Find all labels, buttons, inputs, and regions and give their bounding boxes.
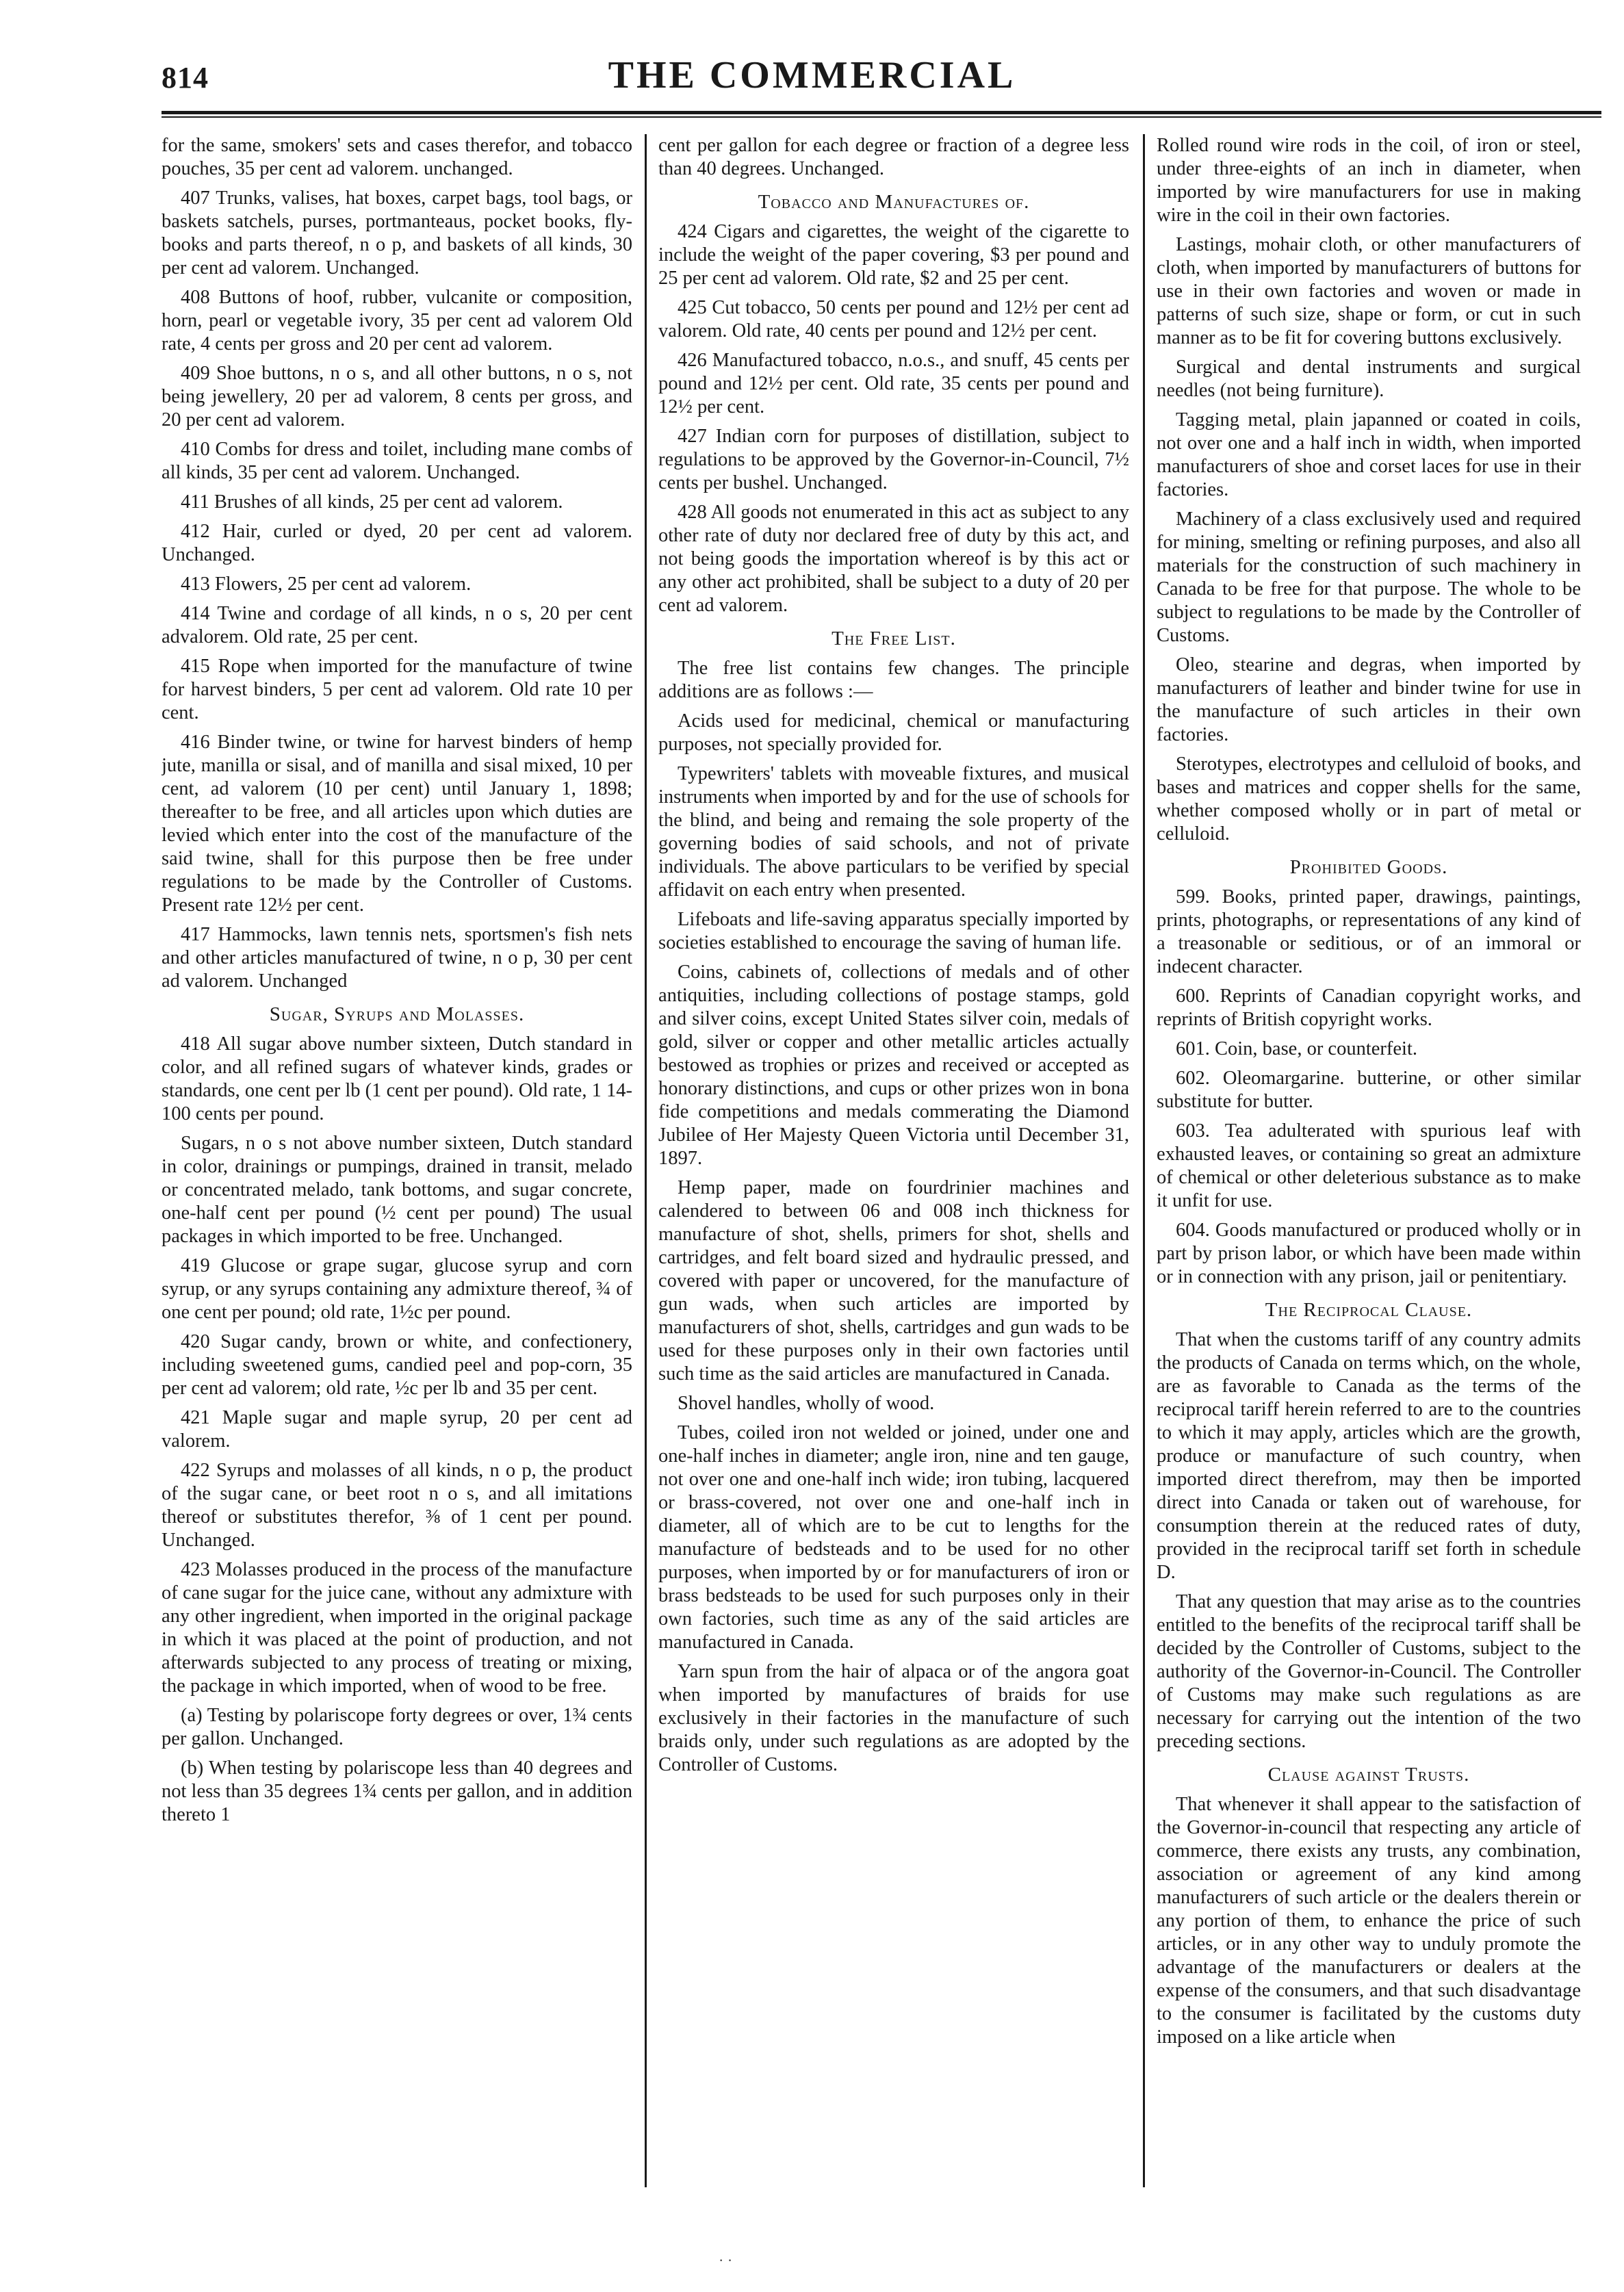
- article-paragraph: 417 Hammocks, lawn tennis nets, sportsmen's fish nets and other articles manufactured of twine, n o p, 30 per cent ad valorem. Unchanged: [162, 924, 632, 992]
- masthead-title: THE COMMERCIAL: [608, 54, 1016, 96]
- article-paragraph: 424 Cigars and cigarettes, the weight of the cigarette to include the weight of the paper covering, $3 per pound and 25 per cent ad valorem. Old rate, $2 and 25 per cent.: [658, 221, 1129, 289]
- header-rule: [162, 111, 1601, 114]
- article-paragraph: 408 Buttons of hoof, rubber, vulcanite or composition, horn, pearl or vegetable ivory, 35 per cent ad valorem Old rate, 4 cents per gross and 20 per cent ad valorem.: [162, 287, 632, 355]
- article-paragraph: 602. Oleomargarine. butterine, or other similar substitute for butter.: [1157, 1068, 1581, 1112]
- article-paragraph: 412 Hair, curled or dyed, 20 per cent ad valorem. Unchanged.: [162, 521, 632, 565]
- article-paragraph: (a) Testing by polariscope forty degrees or over, 1¾ cents per gallon. Unchanged.: [162, 1705, 632, 1749]
- article-paragraph: Yarn spun from the hair of alpaca or of the angora goat when imported by manufactures of braids for use exclusively in their factories in the manufacture of such braids only, under such regulations as are adopted by the Controller of Customs.: [658, 1661, 1129, 1775]
- article-paragraph: 426 Manufactured tobacco, n.o.s., and snuff, 45 cents per pound and 12½ per cent. Old rate, 35 cents per pound and 12½ per cent.: [658, 350, 1129, 417]
- article-paragraph: for the same, smokers' sets and cases therefor, and tobacco pouches, 35 per cent ad valorem. unchanged.: [162, 135, 632, 179]
- article-paragraph: 604. Goods manufactured or produced wholly or in part by prison labor, or which have been made within or in connection with any prison, jail or penitentiary.: [1157, 1220, 1581, 1287]
- article-paragraph: That when the customs tariff of any country admits the products of Canada on terms which, on the whole, are as favorable to Canada as the terms of the reciprocal tariff herein referred to are to the countries to which it may apply, articles which are the growth, produce or manufacture of such country, when imported direct therefrom, may then be imported direct into Canada or taken out of warehouse, for consumption therein at the reduced rates of duty, provided in the reciprocal tariff set forth in schedule D.: [1157, 1329, 1581, 1583]
- column-divider: [1143, 134, 1145, 2187]
- article-paragraph: 407 Trunks, valises, hat boxes, carpet bags, tool bags, or baskets satchels, purses, portmanteaus, pocket books, fly-books and parts thereof, n o p, and baskets of all kinds, 30 per cent ad valorem. Unchanged.: [162, 188, 632, 279]
- article-paragraph: Surgical and dental instruments and surgical needles (not being furniture).: [1157, 357, 1581, 401]
- header-rule-thin: [162, 116, 1601, 118]
- article-paragraph: Tagging metal, plain japanned or coated in coils, not over one and a half inch in width, when imported manufacturers of shoe and corset laces for use in their factories.: [1157, 409, 1581, 500]
- section-heading: Tobacco and Manufactures of.: [758, 191, 1030, 213]
- article-paragraph: 428 All goods not enumerated in this act as subject to any other rate of duty nor declared free of duty by this act, and not being goods the importation whereof is by this act or any other act prohibited, shall be subject to a duty of 20 per cent ad valorem.: [658, 502, 1129, 616]
- article-paragraph: (b) When testing by polariscope less than 40 degrees and not less than 35 degrees 1¾ cents per gallon, and in addition thereto 1: [162, 1757, 632, 1825]
- section-heading: Prohibited Goods.: [1289, 856, 1448, 878]
- article-paragraph: Acids used for medicinal, chemical or manufacturing purposes, not specially provided for.: [658, 710, 1129, 755]
- article-paragraph: 603. Tea adulterated with spurious leaf with exhausted leaves, or containing so great an admixture of chemical or other deleterious substance as to make it unfit for use.: [1157, 1120, 1581, 1211]
- article-paragraph: 419 Glucose or grape sugar, glucose syrup and corn syrup, or any syrups containing any admixture thereof, ¾ of one cent per pound; old rate, 1½c per pound.: [162, 1255, 632, 1323]
- article-paragraph: 425 Cut tobacco, 50 cents per pound and 12½ per cent ad valorem. Old rate, 40 cents per pound and 12½ per cent.: [658, 297, 1129, 342]
- column-2: [658, 134, 1129, 2201]
- article-paragraph: cent per gallon for each degree or fraction of a degree less than 40 degrees. Unchanged.: [658, 135, 1129, 179]
- article-paragraph: Rolled round wire rods in the coil, of iron or steel, under three-eights of an inch in diameter, when imported by wire manufacturers for use in making wire in the coil in their own factories.: [1157, 135, 1581, 226]
- article-paragraph: The free list contains few changes. The principle additions are as follows :—: [658, 658, 1129, 702]
- article-paragraph: 421 Maple sugar and maple syrup, 20 per cent ad valorem.: [162, 1407, 632, 1452]
- article-paragraph: Hemp paper, made on fourdrinier machines and calendered to between 06 and 008 inch thickness for manufacture of shot, shells, primers for shot, shells and cartridges, and felt board sized and hydraulic pressed, and covered with paper or uncovered, for the manufacture of gun wads, when such articles are imported by manufacturers of shot, shells, cartridges and gun wads to be used for these purposes only in their own factories until such time as the said articles are manufactured in Canada.: [658, 1177, 1129, 1385]
- column-1: [162, 134, 632, 2201]
- article-paragraph: 416 Binder twine, or twine for harvest binders of hemp jute, manilla or sisal, and of manilla and sisal mixed, 10 per cent, ad valorem (10 per cent) until January 1, 1898; thereafter to be free, and all articles upon which duties are levied which enter into the cost of the manufacture of the said twine, shall for this purpose then be free under regulations to be made by the Controller of Customs. Present rate 12½ per cent.: [162, 732, 632, 916]
- article-paragraph: Oleo, stearine and degras, when imported by manufacturers of leather and binder twine for use in the manufacture of such articles in their own factories.: [1157, 654, 1581, 745]
- article-paragraph: Sugars, n o s not above number sixteen, Dutch standard in color, drainings or pumpings, drained in transit, melado or concentrated melado, tank bottoms, and sugar concrete, one-half cent per pound (½ cent per pound) The usual packages in which imported to be free. Unchanged.: [162, 1133, 632, 1247]
- article-paragraph: 418 All sugar above number sixteen, Dutch standard in color, and all refined sugars of whatever kinds, grades or standards, one cent per lb (1 cent per pound). Old rate, 1 14-100 cents per pound.: [162, 1033, 632, 1124]
- article-paragraph: Lastings, mohair cloth, or other manufacturers of cloth, when imported by manufacturers of buttons for use in their own factories and woven or made in patterns of such size, shape or form, or cut in such manner as to be fit for covering buttons exclusively.: [1157, 234, 1581, 348]
- article-paragraph: 413 Flowers, 25 per cent ad valorem.: [181, 574, 472, 595]
- section-heading: The Free List.: [832, 628, 956, 649]
- article-paragraph: 410 Combs for dress and toilet, including mane combs of all kinds, 35 per cent ad valorem. Unchanged.: [162, 439, 632, 483]
- article-paragraph: Coins, cabinets of, collections of medals and of other antiquities, including collections of postage stamps, gold and silver coins, except United States silver coin, medals of gold, silver or copper and other metallic articles actually bestowed as trophies or prizes and received or accepted as honorary distinctions, and cups or other prizes won in bona fide competitions and medals commerating the Diamond Jubilee of Her Majesty Queen Victoria until December 31, 1897.: [658, 962, 1129, 1169]
- article-paragraph: That any question that may arise as to the countries entitled to the benefits of the reciprocal tariff shall be decided by the Controller of Customs, subject to the authority of the Governor-in-Council. The Controller of Customs may make such regulations as are necessary for carrying out the intention of the two preceding sections.: [1157, 1591, 1581, 1752]
- article-paragraph: 409 Shoe buttons, n o s, and all other buttons, n o s, not being jewellery, 20 per ad valorem, 8 cents per gross, and 20 per cent ad valorem.: [162, 363, 632, 430]
- column-divider: [645, 134, 647, 2187]
- article-paragraph: 415 Rope when imported for the manufacture of twine for harvest binders, 5 per cent ad valorem. Old rate 10 per cent.: [162, 656, 632, 723]
- article-paragraph: 411 Brushes of all kinds, 25 per cent ad valorem.: [181, 491, 563, 513]
- article-paragraph: That whenever it shall appear to the satisfaction of the Governor-in-council that respecting any article of commerce, there exists any trusts, any combination, association or agreement of any kind among manufacturers of such article or the dealers therein or any portion of them, to enhance the price of such articles, or in any other way to unduly promote the advantage of the manufacturers or dealers at the expense of the consumers, and that such disadvantage to the consumer is facilitated by the customs duty imposed on a like article when: [1157, 1794, 1581, 2048]
- article-paragraph: 423 Molasses produced in the process of the manufacture of cane sugar for the juice cane, without any admixture with any other ingredient, when imported in the original package in which it was placed at the point of production, and not afterwards subjected to any process of treating or mixing, the package in which imported, when of wood to be free.: [162, 1559, 632, 1697]
- article-paragraph: Machinery of a class exclusively used and required for mining, smelting or refining purposes, and also all materials for the construction of such machinery in Canada to be free for that purpose. The whole to be subject to regulations to be made by the Controller of Customs.: [1157, 508, 1581, 646]
- section-heading: The Reciprocal Clause.: [1265, 1299, 1473, 1321]
- article-paragraph: Typewriters' tablets with moveable fixtures, and musical instruments when imported by and for the use of schools for the blind, and being and remaing the sole property of the governing bodies of said schools, and not of private individuals. The above particulars to be verified by special affidavit on each entry when presented.: [658, 763, 1129, 901]
- section-heading: Clause against Trusts.: [1267, 1764, 1470, 1786]
- column-3: [1157, 134, 1581, 2201]
- article-paragraph: 601. Coin, base, or counterfeit.: [1176, 1038, 1417, 1059]
- section-heading: Sugar, Syrups and Molasses.: [269, 1003, 525, 1025]
- article-paragraph: 420 Sugar candy, brown or white, and confectionery, including sweetened gums, candied peel and pop-corn, 35 per cent ad valorem; old rate, ½c per lb and 35 per cent.: [162, 1331, 632, 1399]
- article-paragraph: Lifeboats and life-saving apparatus specially imported by societies established to encourage the saving of human life.: [658, 909, 1129, 953]
- article-paragraph: 599. Books, printed paper, drawings, paintings, prints, photographs, or representations of any kind of a treasonable or seditious, or of an immoral or indecent character.: [1157, 886, 1581, 977]
- article-paragraph: Tubes, coiled iron not welded or joined, under one and one-half inches in diameter; angle iron, nine and ten gauge, not over one and one-half inch wide; iron tubing, lacquered or brass-covered, not over one and one-half inch in diameter, all of which are to be cut to lengths for the manufacture of bedsteads and to be used for no other purposes, when imported by or for manufacturers of iron or brass bedsteads to be used for such purposes only in their own factories, such time as any of the said articles are manufactured in Canada.: [658, 1422, 1129, 1653]
- page-number: 814: [162, 61, 209, 94]
- article-paragraph: 427 Indian corn for purposes of distillation, subject to regulations to be approved by the Governor-in-Council, 7½ cents per bushel. Unchanged.: [658, 426, 1129, 493]
- article-paragraph: 600. Reprints of Canadian copyright works, and reprints of British copyright works.: [1157, 986, 1581, 1030]
- footer-marks: · ·: [719, 2252, 733, 2269]
- article-paragraph: 422 Syrups and molasses of all kinds, n o p, the product of the sugar cane, or beet root n o s, and all imitations thereof or substitutes therefor, ⅜ of 1 cent per pound. Unchanged.: [162, 1460, 632, 1551]
- article-paragraph: Sterotypes, electrotypes and celluloid of books, and bases and matrices and copper shells for the same, whether composed wholly or in part of metal or celluloid.: [1157, 754, 1581, 845]
- article-paragraph: 414 Twine and cordage of all kinds, n o s, 20 per cent advalorem. Old rate, 25 per cent.: [162, 603, 632, 647]
- article-paragraph: Shovel handles, wholly of wood.: [678, 1393, 935, 1414]
